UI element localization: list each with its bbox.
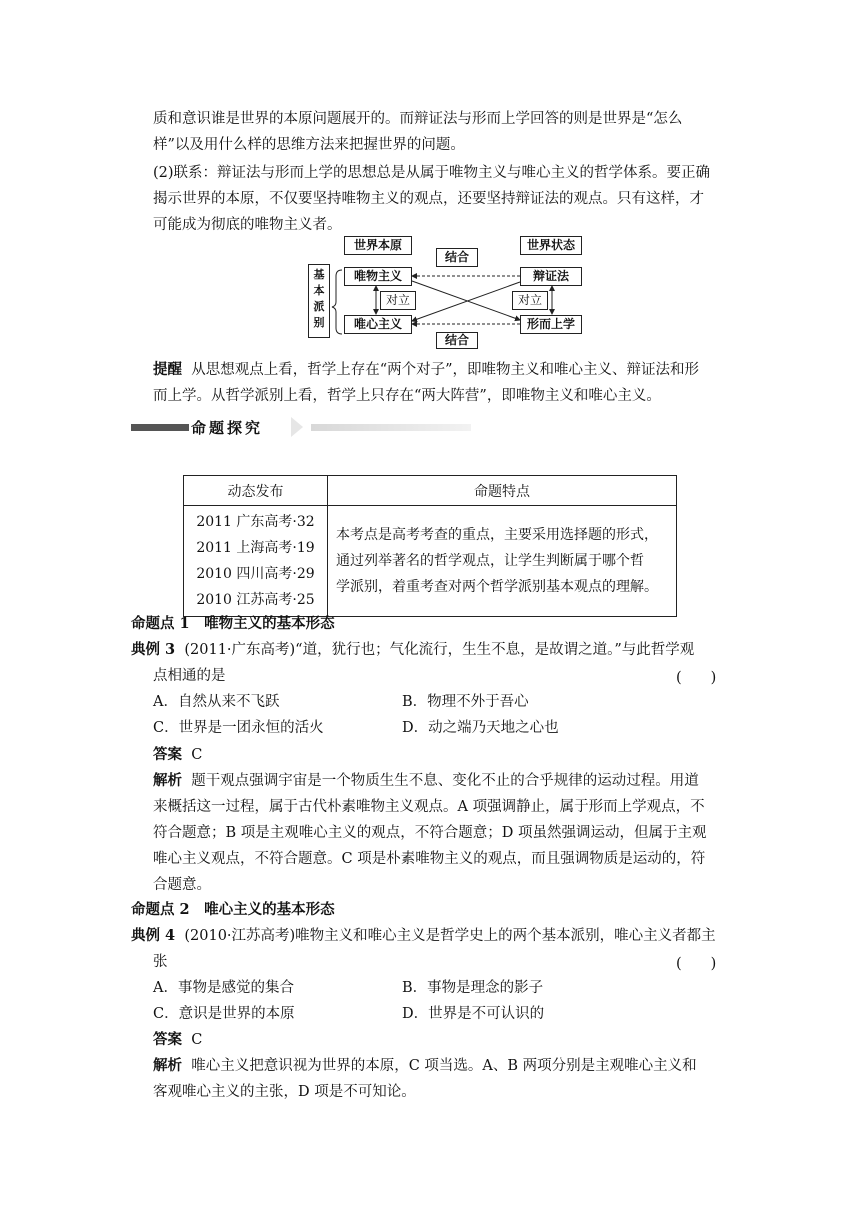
example4-question-1: (2010·江苏高考)唯物主义和唯心主义是哲学史上的两个基本派别，唯心主义者都主: [184, 928, 716, 944]
example4-analysis-2: 客观唯心主义的主张，D 项是不可知论。: [153, 1084, 416, 1100]
analysis-label: 解析: [153, 772, 182, 789]
combine-top-box: 结合: [436, 248, 478, 267]
example4-label: 典例 4: [131, 927, 176, 944]
example3-analysis-5: 合题意。: [153, 877, 211, 893]
answer-value: C: [191, 1032, 203, 1048]
example3-question-2: 点相通的是: [153, 668, 226, 684]
example3-analysis-1: [153, 771, 699, 791]
basic-schools-box: 基本派别: [308, 264, 330, 338]
release-item: 2011 广东高考·32: [196, 514, 315, 530]
answer-label: 答案: [153, 746, 182, 763]
example4-question-2: 张: [153, 954, 168, 970]
section-title: 命题探究: [191, 419, 264, 437]
example4-option-b: B．事物是理念的影子: [402, 980, 544, 996]
example3-analysis-3: 符合题意；B 项是主观唯心主义的观点，不符合题意；D 项虽然强调运动，但属于主观: [153, 825, 707, 841]
dialectics-box: 辩证法: [520, 267, 582, 286]
answer-value: C: [191, 747, 203, 763]
section-banner: [131, 418, 471, 436]
example4-option-a: A．事物是感觉的集合: [153, 980, 294, 996]
intro-line-5: 可能成为彻底的唯物主义者。: [153, 217, 342, 233]
world-origin-box: 世界本原: [344, 236, 412, 255]
intro-line-2: 样”以及用什么样的思维方法来把握世界的问题。: [153, 137, 465, 153]
example3-option-b: B．物理不外于吾心: [402, 694, 529, 710]
example4-answer-paren: ( ): [676, 956, 717, 972]
tip-line-2: 而上学。从哲学派别上看，哲学上只存在“两大阵营”，即唯物主义和唯心主义。: [153, 388, 661, 404]
analysis-text: 唯心主义把意识视为世界的本原，C 项当选。A、B 两项分别是主观唯心主义和: [191, 1058, 697, 1074]
oppose-right-box: 对立: [512, 291, 548, 310]
banner-bar-left: [131, 424, 189, 431]
schools-diagram: [300, 236, 590, 348]
combine-bottom-box: 结合: [436, 332, 478, 349]
feature-line: 学派别，着重考查对两个哲学派别基本观点的理解。: [336, 579, 658, 595]
example3-option-d: D．动之端乃天地之心也: [402, 720, 559, 736]
table-header-release: 动态发布: [184, 476, 328, 506]
release-list: [184, 506, 328, 617]
example3-label: 典例 3: [131, 641, 176, 658]
example3-option-a: A．自然从来不飞跃: [153, 694, 280, 710]
table-header-feature: 命题特点: [328, 476, 677, 506]
answer-label: 答案: [153, 1031, 182, 1048]
tip-line-1: [153, 360, 699, 380]
materialism-box: 唯物主义: [344, 267, 412, 286]
tip-text-1: 从思想观点上看，哲学上存在“两个对子”，即唯物主义和唯心主义、辩证法和形: [191, 362, 700, 378]
example4-line-1: [131, 926, 716, 946]
table-header-row: [184, 476, 677, 506]
example3-analysis-4: 唯心主义观点，不符合题意。C 项是朴素唯物主义的观点，而且强调物质是运动的，符: [153, 851, 706, 867]
example3-question-1: (2011·广东高考)“道，犹行也；气化流行，生生不息，是故谓之道。”与此哲学观: [184, 642, 695, 658]
table-row: [184, 506, 677, 617]
banner-bar-right: [311, 424, 471, 431]
example4-analysis-1: [153, 1056, 697, 1076]
release-item: 2010 江苏高考·25: [196, 592, 315, 608]
intro-line-1: 质和意识谁是世界的本原问题展开的。而辩证法与形而上学回答的则是世界是“怎么: [153, 111, 683, 127]
release-item: 2010 四川高考·29: [196, 566, 315, 582]
intro-line-4: 揭示世界的本原，不仅要坚持唯物主义的观点，还要坚持辩证法的观点。只有这样，才: [153, 191, 704, 207]
feature-line: 本考点是高考考查的重点，主要采用选择题的形式，: [336, 527, 658, 543]
analysis-label: 解析: [153, 1057, 182, 1074]
tip-label: 提醒: [153, 361, 182, 378]
example3-answer-paren: ( ): [676, 670, 717, 686]
example3-analysis-2: 来概括这一过程，属于古代朴素唯物主义观点。A 项强调静止，属于形而上学观点，不: [153, 799, 705, 815]
release-table: [183, 475, 677, 617]
point1-title: 命题点 1 唯物主义的基本形态: [131, 615, 335, 632]
feature-line: 通过列举著名的哲学观点，让学生判断属于哪个哲: [336, 553, 644, 569]
oppose-left-box: 对立: [380, 291, 416, 310]
example3-answer: [153, 745, 202, 765]
banner-arrow: [291, 417, 303, 437]
example3-option-c: C．世界是一团永恒的活火: [153, 720, 324, 736]
idealism-box: 唯心主义: [344, 315, 412, 334]
metaphysics-box: 形而上学: [520, 315, 582, 334]
example4-answer: [153, 1030, 202, 1050]
example4-option-c: C．意识是世界的本原: [153, 1006, 295, 1022]
release-item: 2011 上海高考·19: [196, 540, 315, 556]
intro-line-3: (2)联系：辩证法与形而上学的思想总是从属于唯物主义与唯心主义的哲学体系。要正确: [153, 165, 711, 181]
point2-title: 命题点 2 唯心主义的基本形态: [131, 901, 335, 918]
example4-option-d: D．世界是不可认识的: [402, 1006, 545, 1022]
example3-line-1: [131, 640, 694, 660]
feature-text: [328, 506, 677, 617]
world-state-box: 世界状态: [520, 236, 582, 255]
analysis-text: 题干观点强调宇宙是一个物质生生不息、变化不止的合乎规律的运动过程。用道: [191, 773, 699, 789]
